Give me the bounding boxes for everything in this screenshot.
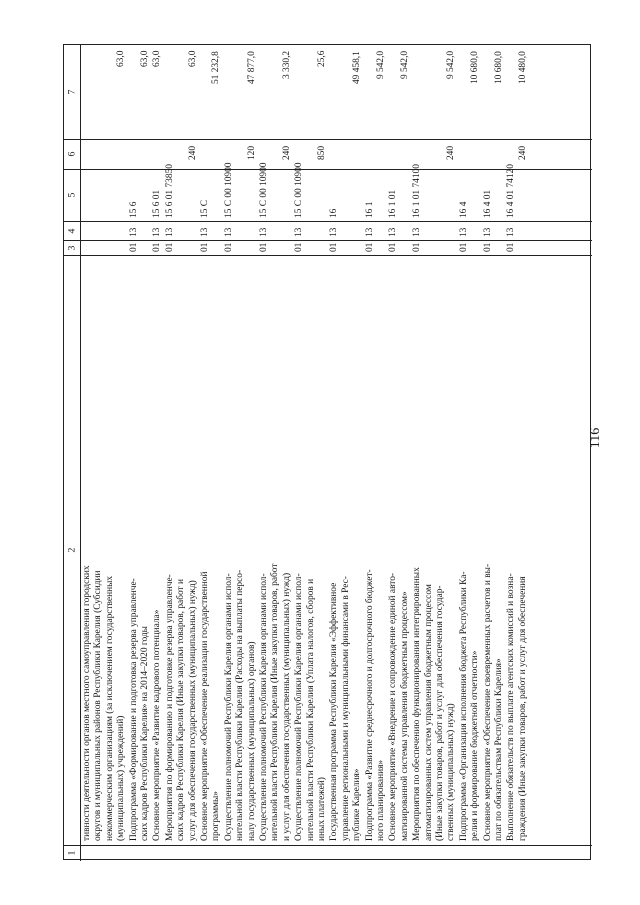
- row-name-line: публике Карелия»: [352, 768, 363, 841]
- header-cell-label: 5: [66, 192, 78, 198]
- row-subsection-code: 13: [294, 227, 305, 237]
- row-amount: 63,0: [187, 50, 198, 67]
- row-amount: 47 877,0: [246, 51, 257, 84]
- row-name-line: ских кадров Республики Карелия» на 2014–2020 годы: [140, 626, 150, 841]
- column-rule: [64, 221, 592, 222]
- row-subsection-code: 13: [388, 227, 399, 237]
- row-section-code: 01: [259, 242, 269, 252]
- row-section-code: 01: [364, 242, 375, 252]
- row-amount: 9 542,0: [376, 50, 386, 79]
- row-target-article: 15 6 01: [152, 189, 163, 218]
- row-section-code: 01: [329, 242, 340, 252]
- row-name-line: округов и муниципальных районов Республики Карелия (Субсидии: [93, 570, 104, 841]
- row-target-article: 16 4 01 74120: [506, 164, 517, 218]
- row-name-line: Основное мероприятие «Обеспечение реализации государственной: [200, 571, 210, 841]
- row-name-line: Основное мероприятие «Внедрение и сопровождение единой авто-: [388, 572, 399, 841]
- row-section-code: 01: [506, 242, 517, 252]
- row-target-article: 15 С 00 10900: [223, 162, 234, 218]
- row-name-line: иных платежей): [317, 777, 327, 841]
- row-name-line: Мероприятия по обеспечению функционирования интегрированных: [412, 567, 423, 841]
- row-amount: 10 680,0: [494, 51, 504, 84]
- row-subsection-code: 13: [458, 227, 469, 237]
- row-name-line: налу государственных (муниципальных) органов): [246, 641, 257, 841]
- row-target-article: 16: [329, 208, 340, 218]
- row-expense-type: 240: [446, 145, 457, 160]
- row-amount: 10 680,0: [470, 51, 481, 84]
- row-expense-type: 240: [187, 145, 198, 160]
- row-name-line: матизированной системы управления бюджетным процессом»: [399, 591, 410, 841]
- column-rule: [64, 255, 592, 256]
- row-name-line: нительной власти Республики Карелия (Уплата налогов, сборов и: [305, 578, 316, 841]
- row-expense-type: 120: [246, 145, 257, 160]
- row-amount: 63,0: [140, 50, 150, 67]
- row-subsection-code: 13: [200, 227, 210, 237]
- row-subsection-code: 13: [223, 227, 234, 237]
- row-subsection-code: 13: [152, 227, 163, 237]
- row-name-line: и услуг для обеспечения государственных (муниципальных) нужд): [281, 572, 292, 841]
- row-name-line: Выполнение обязательств по выплате агентских комиссий и возна-: [506, 573, 517, 841]
- row-amount: 10 480,0: [517, 51, 528, 84]
- row-target-article: 15 6: [128, 201, 139, 218]
- row-name-line: Подпрограмма «Развитие среднесрочного и долгосрочного бюджет-: [364, 569, 375, 841]
- row-name-line: ного планирования»: [376, 759, 386, 841]
- row-name-line: Государственная программа Республики Карелия «Эффективное: [329, 582, 340, 841]
- row-name-line: услуг для обеспечения государственных (муниципальных) нужд): [187, 580, 198, 841]
- row-target-article: 16 1: [364, 201, 375, 218]
- header-cell-label: 6: [66, 151, 78, 157]
- row-target-article: 15 С 00 10900: [294, 162, 305, 218]
- row-name-line: релия и формирование бюджетной отчетности»: [470, 650, 481, 841]
- row-name-line: Подпрограмма «Организация исполнения бюджета Республики Ка-: [458, 571, 469, 841]
- row-amount: 49 458,1: [352, 51, 363, 84]
- row-section-code: 01: [164, 242, 175, 252]
- row-name-line: (муниципальных) учреждений): [116, 715, 127, 841]
- row-name-line: автоматизированных систем управления бюджетным процессом: [423, 584, 434, 841]
- row-name-line: Осуществление полномочий Республики Карелия органами испол-: [294, 573, 305, 841]
- column-rule: [64, 240, 592, 241]
- header-cell-label: 2: [66, 547, 78, 553]
- row-name-line: (Иные закупки товаров, работ и услуг для обеспечения государ-: [435, 585, 445, 841]
- row-subsection-code: 13: [259, 227, 269, 237]
- column-rule: [64, 845, 592, 846]
- row-subsection-code: 13: [506, 227, 517, 237]
- row-expense-type: 240: [517, 145, 528, 160]
- row-section-code: 01: [458, 242, 469, 252]
- row-section-code: 01: [223, 242, 234, 252]
- row-section-code: 01: [128, 242, 139, 252]
- row-amount: 9 542,0: [446, 50, 457, 79]
- row-name-line: Осуществление полномочий Республики Карелия органами испол-: [259, 573, 269, 841]
- row-name-line: нительной власти Республики Карелия (Иные закупки товаров, работ: [270, 563, 281, 841]
- row-name-line: некоммерческим организациям (за исключением государственных: [104, 575, 115, 841]
- row-target-article: 15 6 01 73850: [164, 164, 175, 218]
- row-name-line: Мероприятия по формированию и подготовке резерва управленче-: [164, 574, 175, 841]
- row-name-line: Основное мероприятие «Обеспечение своевременных расчетов и вы-: [482, 563, 493, 841]
- row-name-line: ских кадров Республики Карелия (Иные закупки товаров, работ и: [176, 579, 187, 841]
- row-name-line: ственных (муниципальных) нужд): [446, 703, 457, 841]
- column-rule: [64, 139, 592, 140]
- row-section-code: 01: [412, 242, 423, 252]
- row-section-code: 01: [294, 242, 305, 252]
- row-amount: 63,0: [152, 50, 163, 67]
- row-target-article: 15 С 00 10900: [259, 162, 269, 218]
- row-section-code: 01: [200, 242, 210, 252]
- row-name-line: тивности деятельности органов местного самоуправления городских: [82, 565, 92, 841]
- row-amount: 3 330,2: [281, 50, 292, 79]
- row-amount: 9 542,0: [399, 50, 410, 79]
- header-cell-label: 1: [66, 850, 78, 856]
- row-section-code: 01: [152, 242, 163, 252]
- row-section-code: 01: [388, 242, 399, 252]
- header-cell-label: 7: [66, 89, 78, 95]
- budget-table: [63, 44, 591, 860]
- row-target-article: 15 С: [200, 200, 210, 218]
- row-expense-type: 240: [281, 145, 292, 160]
- row-amount: 25,6: [317, 50, 327, 67]
- header-cell-label: 4: [66, 228, 78, 233]
- page-number-text: 116: [588, 427, 603, 449]
- row-target-article: 16 1 01 74100: [412, 164, 423, 218]
- row-target-article: 16 4: [458, 201, 469, 218]
- row-name-line: граждения (Иные закупки товаров, работ и услуг для обеспечения: [517, 576, 528, 841]
- row-subsection-code: 13: [412, 227, 423, 237]
- row-name-line: Основное мероприятие «Развитие кадрового потенциала»: [152, 609, 163, 841]
- row-section-code: 01: [482, 242, 493, 252]
- header-rule: [80, 45, 81, 861]
- row-name-line: Осуществление полномочий Республики Карелия органами испол-: [223, 573, 234, 841]
- row-name-line: программы»: [211, 791, 222, 841]
- row-amount: 63,0: [116, 50, 127, 67]
- row-name-line: нительной власти Республики Карелия (Расходы на выплаты персо-: [235, 569, 246, 841]
- row-target-article: 16 4 01: [482, 189, 493, 218]
- header-cell-label: 3: [66, 245, 78, 250]
- row-subsection-code: 13: [128, 227, 139, 237]
- row-name-line: Подпрограмма «Формирование и подготовка резерва управленче-: [128, 578, 139, 841]
- row-expense-type: 850: [317, 145, 327, 160]
- row-subsection-code: 13: [364, 227, 375, 237]
- row-subsection-code: 13: [482, 227, 493, 237]
- row-amount: 51 232,8: [211, 51, 222, 84]
- row-target-article: 16 1 01: [388, 189, 399, 218]
- row-subsection-code: 13: [164, 227, 175, 237]
- row-name-line: управление региональными и муниципальными финансами в Рес-: [340, 576, 351, 841]
- row-subsection-code: 13: [329, 227, 340, 237]
- row-name-line: плат по обязательствам Республики Карелия»: [494, 658, 504, 841]
